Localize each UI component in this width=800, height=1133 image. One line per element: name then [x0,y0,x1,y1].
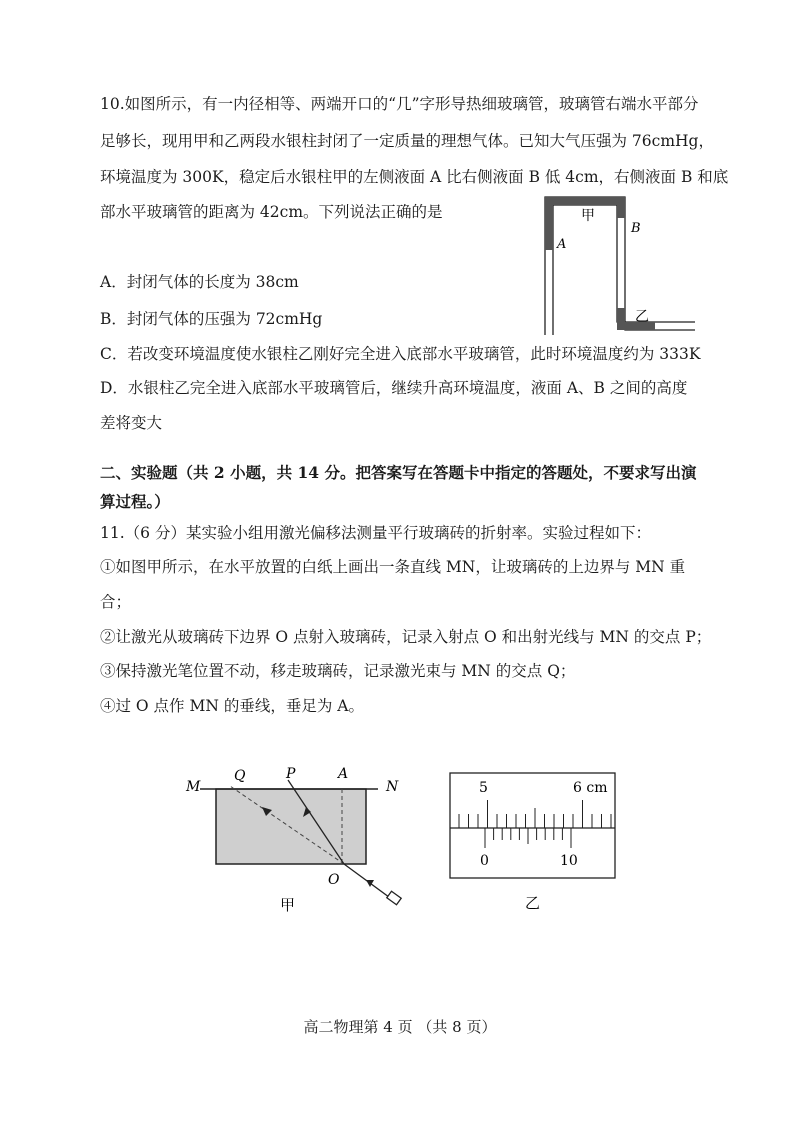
main-scale-label-6cm: 6 cm [573,780,608,796]
caption-yi: 乙 [525,894,541,912]
q10-tube-figure [535,190,710,340]
label-yi: 乙 [635,309,649,325]
q11-figure-yi [445,768,625,918]
label-o: O [328,872,340,888]
glass-brick [216,789,366,864]
vernier-label-10: 10 [560,853,578,869]
label-m: M [186,779,201,795]
section-2-heading-line-1: 二、实验题（共 2 小题，共 14 分。把答案写在答题卡中指定的答题处，不要求写出演 [100,463,697,482]
main-scale-label-5: 5 [479,780,488,796]
label-a: A [557,237,567,252]
q11-figure-jia [178,762,418,922]
label-a: A [338,766,349,782]
q11-step-1-line-1: ①如图甲所示，在水平放置的白纸上画出一条直线 MN，让玻璃砖的上边界与 MN 重 [100,558,686,576]
q11-step-3: ③保持激光笔位置不动，移走玻璃砖，记录激光束与 MN 的交点 Q； [100,662,576,680]
vernier-label-0: 0 [480,853,489,869]
label-n: N [386,779,399,795]
q10-option-a: A．封闭气体的长度为 38cm [100,273,299,291]
section-2-heading-line-2: 算过程。） [100,492,170,511]
label-jia: 甲 [581,208,595,224]
q11-line-1: 11.（6 分）某实验小组用激光偏移法测量平行玻璃砖的折射率。实验过程如下： [100,524,651,542]
laser-pen-icon [387,891,401,905]
q10-line-3: 环境温度为 300K，稳定后水银柱甲的左侧液面 A 比右侧液面 B 低 4cm，右侧液面 B 和底 [100,168,729,186]
page-footer: 高二物理第 4 页 （共 8 页） [303,1018,497,1036]
q10-line-1: 10.如图所示，有一内径相等、两端开口的“几”字形导热细玻璃管，玻璃管右端水平部分 [100,95,699,113]
q10-option-d-line-2: 差将变大 [100,414,163,432]
q10-option-b: B．封闭气体的压强为 72cmHg [100,310,323,328]
q11-step-4: ④过 O 点作 MN 的垂线，垂足为 A。 [100,697,364,715]
q10-line-4: 部水平玻璃管的距离为 42cm。下列说法正确的是 [100,203,443,221]
label-p: P [286,766,296,782]
label-q: Q [234,768,246,784]
q10-option-c: C．若改变环境温度使水银柱乙刚好完全进入底部水平玻璃管，此时环境温度约为 333K [100,345,701,363]
label-b: B [631,221,641,236]
q10-option-d-line-1: D．水银柱乙完全进入底部水平玻璃管后，继续升高环境温度，液面 A、B 之间的高度 [100,379,688,397]
q11-step-1-line-2: 合； [100,593,132,611]
q10-line-2: 足够长，现用甲和乙两段水银柱封闭了一定质量的理想气体。已知大气压强为 76cmHg， [100,132,714,150]
caption-jia: 甲 [280,896,296,914]
q11-step-2: ②让激光从玻璃砖下边界 O 点射入玻璃砖，记录入射点 O 和出射光线与 MN 的交点 P； [100,628,712,646]
